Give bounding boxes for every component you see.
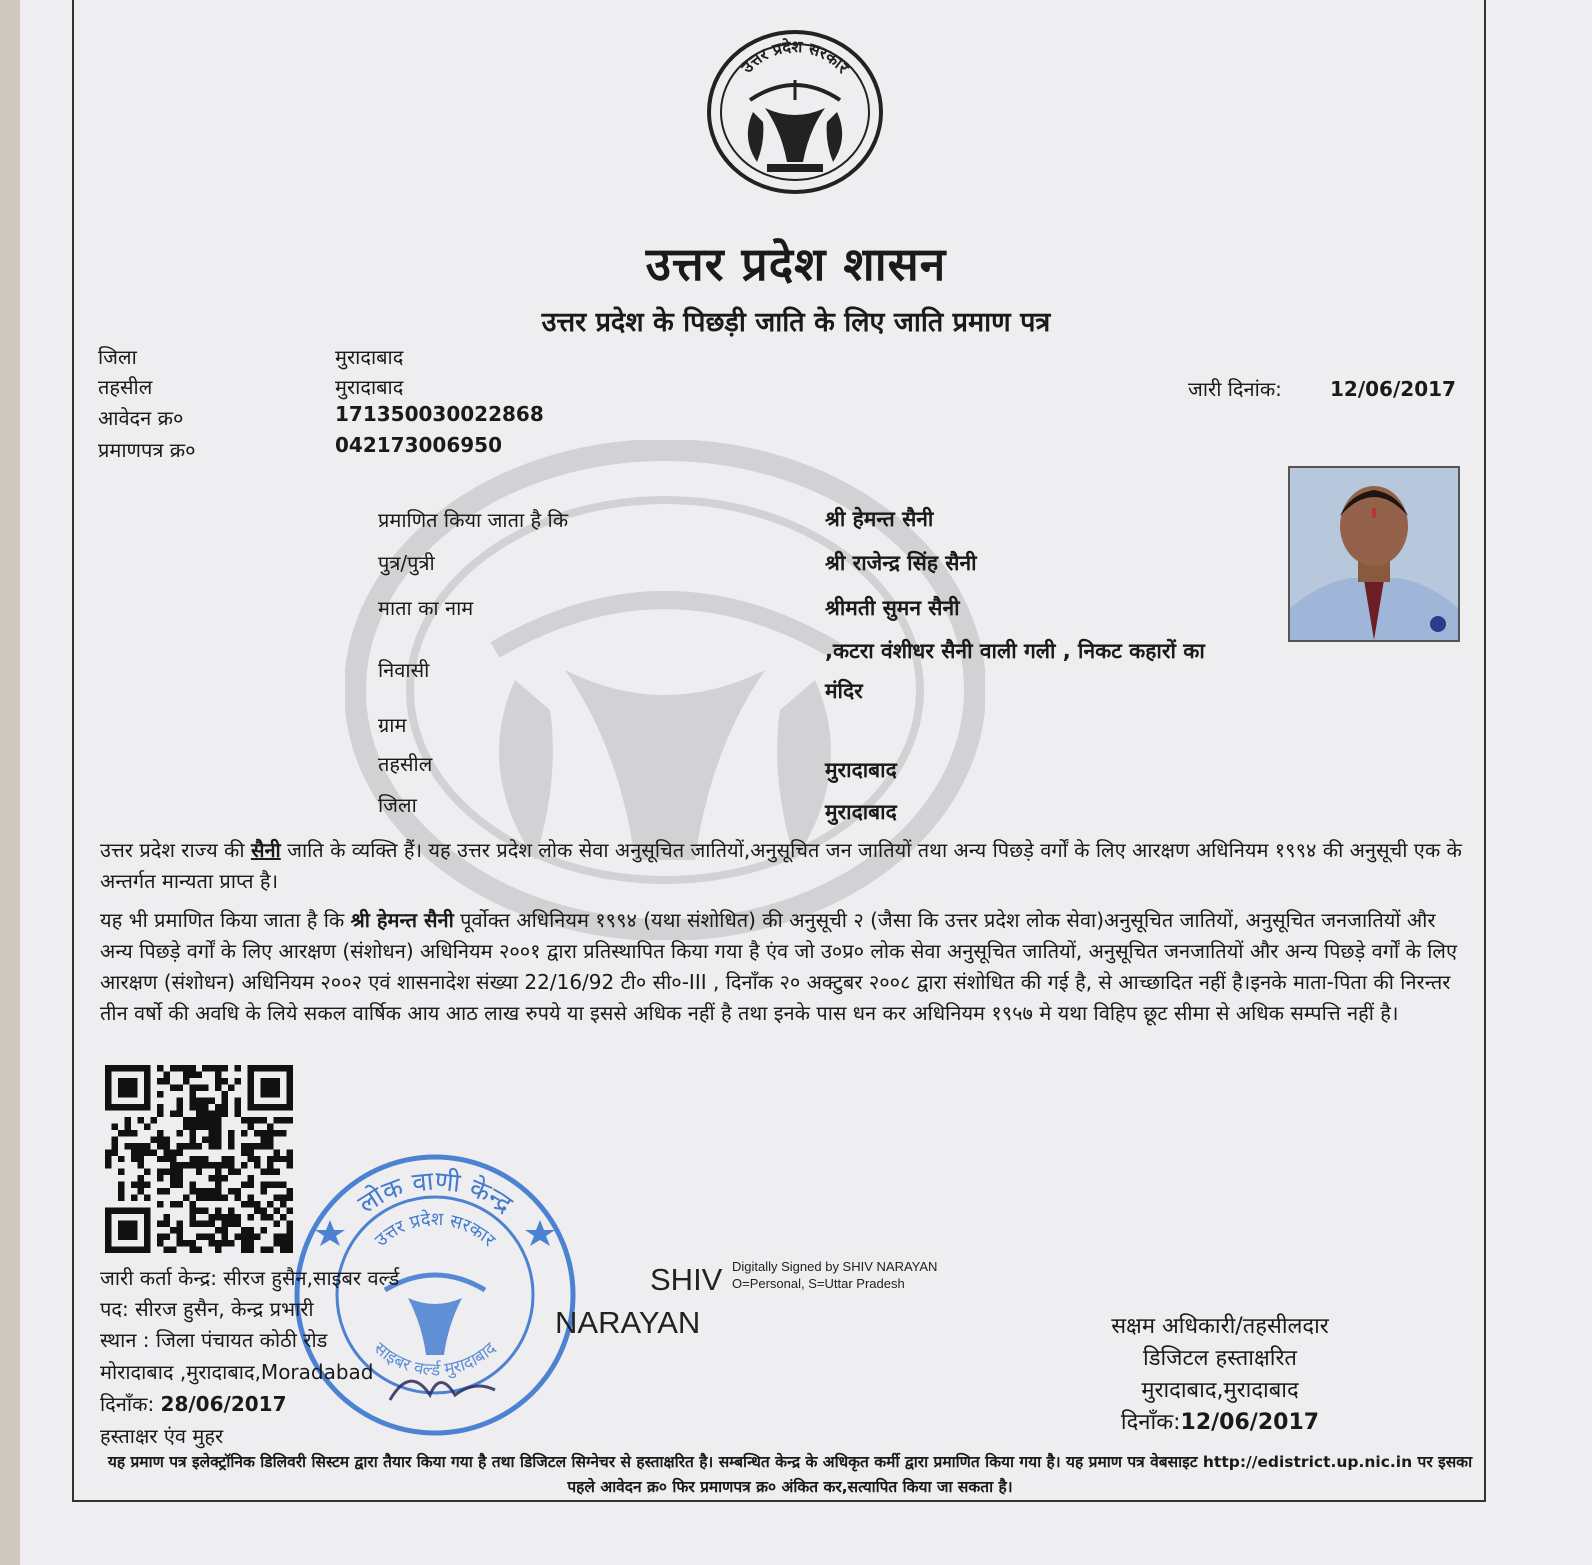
tehsil-label: तहसील: [98, 375, 153, 399]
issuer-date-label: दिनाँक:: [100, 1392, 155, 1416]
tehsil-value: मुरादाबाद: [335, 375, 404, 399]
caste-paragraph-text-a: उत्तर प्रदेश राज्य की: [100, 838, 251, 862]
page-title: उत्तर प्रदेश शासन: [645, 237, 947, 291]
application-number: 171350030022868: [335, 402, 544, 426]
declaration-text-a: यह भी प्रमाणित किया जाता है कि: [100, 908, 351, 932]
authority-date-label: दिनाँक:: [1120, 1410, 1181, 1435]
address-line-2: मंदिर: [825, 679, 863, 703]
digital-signer-name-line-1: SHIV: [650, 1262, 723, 1297]
district-value: मुरादाबाद: [335, 345, 404, 369]
caste-paragraph-text-b: जाति के व्यक्ति हैं। यह उत्तर प्रदेश लोक सेवा अनुसूचित जातियों,अनुसूचित जन जातियों तथा अन्य पिछड़े वर्गों के लिए आरक्षण अधिनियम १९९४ की अनुसूची एक के अन्तर्गत मान्यता प्राप्त है।: [100, 838, 1462, 893]
issuer-date-value: 28/06/2017: [160, 1392, 287, 1416]
issuer-post: पद: सीरज हुसैन, केन्द्र प्रभारी: [100, 1297, 314, 1321]
detail-tehsil-value: मुरादाबाद: [825, 758, 897, 782]
issuer-place: स्थान : जिला पंचायत कोठी रोड: [100, 1328, 328, 1352]
issuer-sign-label: हस्ताक्षर एंव मुहर: [100, 1424, 224, 1448]
village-label: ग्राम: [378, 713, 407, 737]
issue-date-label: जारी दिनांक:: [1188, 377, 1282, 401]
declaration-text-b: पूर्वोक्त अधिनियम १९९४ (यथा संशोधित) की अनुसूची २ (जैसा कि उत्तर प्रदेश लोक सेवा)अनुसूचित जातियों, अनुसूचित जनजातियों और अन्य पिछड़े वर्गों के लिए आरक्षण (संशोधन) अधिनियम २००१ द्वारा प्रतिस्थापित किया गया है एंव जो उ०प्र० लोक सेवा अनुसूचित जातियों, अनुसूचित जनजातियों और अन्य पिछड़े वर्गों के लिए आरक्षण (संशोधन) अधिनियम २००२ एवं शासनादेश संख्या 22/16/92 टी० सी०-III , दिनाँक २० अक्टुबर २००८ द्वारा संशोधित की गई है, से आच्छादित नहीं है।इनके माता-पिता की निरन्तर तीन वर्षो की अवधि के लिये सकल वार्षिक आय आठ लाख रुपये या इससे अधिक नहीं है तथा इनके पास धन कर अधिनियम १९५७ मे यथा विहिप छूट सीमा से अधिक सम्पत्ति नहीं है।: [100, 908, 1458, 1025]
detail-district-label: जिला: [378, 793, 417, 817]
application-label: आवेदन क्र०: [98, 406, 184, 430]
authority-date-value: 12/06/2017: [1180, 1410, 1320, 1435]
father-name: श्री राजेन्द्र सिंह सैनी: [825, 551, 977, 575]
certificate-label: प्रमाणपत्र क्र०: [98, 438, 196, 462]
authority-digital: डिजिटल हस्ताक्षरित: [1143, 1346, 1297, 1371]
issuer-city: मोरादाबाद ,मुरादाबाद,Moradabad: [100, 1360, 374, 1384]
stamp-inner-text: उत्तर प्रदेश सरकार: [370, 1208, 500, 1251]
qr-code-icon: [105, 1065, 293, 1253]
footer-note: यह प्रमाण पत्र इलेक्ट्रॉनिक डिलिवरी सिस्टम द्वारा तैयार किया गया है तथा डिजिटल सिग्नेचर से हस्ताक्षरित है। सम्बन्धित केन्द्र के अधिकृत कर्मी द्वारा प्रमाणित किया गया है। यह प्रमाण पत्र वेबसाइट http://edistrict.up.nic.in पर इसका पहले आवेदन क्र० फिर प्रमाणपत्र क्र० अंकित कर,सत्यापित किया जा सकता है।: [107, 1453, 1473, 1496]
mother-name: श्रीमती सुमन सैनी: [825, 596, 960, 620]
emblem-text: उत्तर प्रदेश सरकार: [737, 36, 853, 77]
authority-date: [1040, 1406, 1400, 1436]
certified-label: प्रमाणित किया जाता है कि: [378, 508, 569, 532]
resident-label: निवासी: [378, 658, 430, 682]
district-label: जिला: [98, 345, 137, 369]
page-subtitle: उत्तर प्रदेश के पिछड़ी जाति के लिए जाति प्रमाण पत्र: [541, 307, 1051, 338]
issuer-date: [100, 1390, 286, 1417]
caste-name: सैनी: [250, 838, 281, 862]
address-line-1: ,कटरा वंशीधर सैनी वाली गली , निकट कहारों का: [825, 639, 1205, 663]
authority-title: सक्षम अधिकारी/तहसीलदार: [1111, 1314, 1329, 1339]
up-emblem-icon: [705, 30, 885, 195]
applicant-name: श्री हेमन्त सैनी: [825, 507, 934, 531]
detail-district-value: मुरादाबाद: [825, 800, 897, 824]
authority-place: मुरादाबाद,मुरादाबाद: [1141, 1378, 1299, 1403]
declaration-paragraph: [100, 905, 1470, 1029]
svg-text:उत्तर प्रदेश सरकार: [371, 1208, 500, 1251]
declaration-applicant-name: श्री हेमन्त सैनी: [350, 908, 454, 932]
lok-vani-kendra-stamp-icon: [290, 1150, 580, 1440]
digital-signer-name-line-2: NARAYAN: [555, 1305, 701, 1340]
digital-signature-details: Digitally Signed by SHIV NARAYAN O=Personal, S=Uttar Pradesh: [732, 1259, 938, 1291]
stamp-outer-text: लोक वाणी केन्द्र: [353, 1166, 518, 1220]
stamp-bottom-text: साइबर वर्ल्ड मुरादाबाद: [369, 1338, 501, 1381]
issue-date-value: 12/06/2017: [1330, 377, 1456, 401]
detail-tehsil-label: तहसील: [378, 752, 433, 776]
applicant-photo: [1288, 466, 1460, 642]
son-label: पुत्र/पुत्री: [378, 551, 435, 575]
issuer-center: जारी कर्ता केन्द्र: सीरज हुसैन,साइबर वर्ल्ड: [100, 1266, 400, 1290]
certificate-number: 042173006950: [335, 433, 502, 457]
mother-label: माता का नाम: [378, 596, 474, 620]
caste-paragraph: [100, 835, 1470, 897]
